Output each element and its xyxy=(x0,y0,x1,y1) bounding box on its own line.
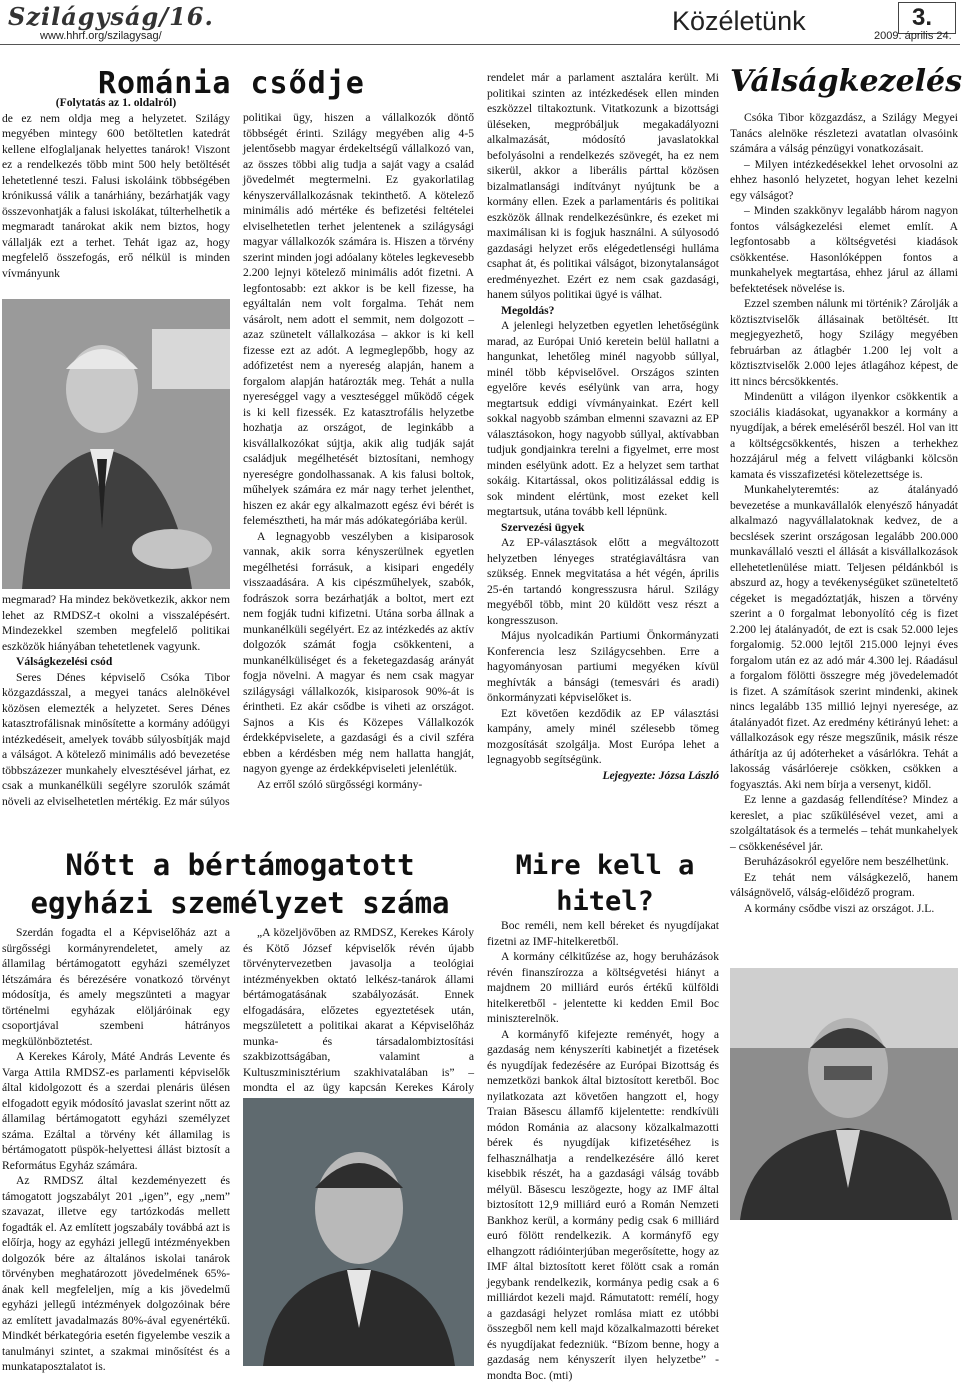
paragraph: „A közeljövőben az RMDSZ, Kerekes Károly és Kötő József képviselők révén újabb törvénytervezetben javasolja a teológiai intézményekben oktató lelkész-tanárok állami bértámogatásának szabályozását. Ennek elfogadására, előzetes egyeztetések után, megszületett a politikai akarat a Képviselőház munka- és társadalombiztosítási szakbizottságában, valamint a Kultuszminisztérium szakhivatalában is” – mondta el az ügy kapcsán Kerekes Károly xyxy=(243,925,474,1111)
headline-nott: Nőtt a bértámogatott egyházi személyzet száma xyxy=(0,846,480,922)
paragraph: A kormány célkitűzése az, hogy beruházások révén finanszírozza a költségvetési hiányt a majdnem 20 milliárd eurós értékű külföldi hitelkeretből - jelentette ki kedden Emil Boc miniszterelnök. xyxy=(487,949,719,1027)
website-url[interactable]: www.hhrf.org/szilagysag/ xyxy=(40,30,162,42)
paragraph: Lejegyezte: Józsa László xyxy=(487,768,719,784)
article-romania-col3 xyxy=(487,70,719,838)
paragraph: Mindenütt a világon ilyenkor csökkentik a szociális kiadásokat, ugyanakkor a kormány a nyugdíjak, a bérek emeléséről beszél. Hol van itt a költségcsökkentés, hiszen a terhekhez hozzájárul még a felvett világbanki kölcsön kamata és visszafizetési kötelezettsége is. xyxy=(730,389,958,482)
section-title: Közéletünk xyxy=(672,6,806,37)
paragraph: Az RMDSZ által kezdeményezett és támogatott jogszabályt 201 „igen”, egy „nem” szavazat, illetve egy tartózkodás mellett fogadták el. Az említett jogszabály továbbá azt is előírja, hogy az egyházi jellegű intézményekben dolgozók bére az általános iskolai tanárok törvényben meghatározott jövedelmének 65%-ának kell megfeleljen, míg a kis jövedelmű egyházi jellegű intézmények dolgozóinak bére az említett javadalmazás 80%-ával egyenértékű. Mindkét bérkategória esetén figyelembe veszik a tanulmányi szintet, a szakmai minősítést és a munkataposztalatot is. xyxy=(2,1173,230,1375)
paragraph: Boc reméli, nem kell béreket és nyugdíjakat fizetni az IMF-hitelkeretből. xyxy=(487,918,719,949)
article-nott-col1 xyxy=(2,925,230,1365)
article-mire-col xyxy=(487,918,719,1368)
article-valsag-col xyxy=(730,110,958,960)
paragraph: Ezzel szemben nálunk mi történik? Zárolják a köztisztviselők állásainak betöltését. Itt megjegyezhető, hogy Szilágy megyében februárban az átlagbér 1.200 lej volt a köztisztviselők 2.000 lejes átlagához képest, de itt nincs bércsökkentés. xyxy=(730,296,958,389)
paragraph: politikai ügy, hiszen a vállalkozók döntő többségét érinti. Szilágy megyében alig 4-5 jelentősebb magyar érdekeltségű vállalkozó van, az összes többi alig tudja a saját vagy a család jövedelmét megtermelni. Ez gyakorlatilag kényszervállalkozásnak tekinthető. A kötelező minimális adó mértéke és befizetési feltételei elviselhetetlen terhet jelentenek a szilágysági magyar vállalkozók számára is. Hiszen a törvény szerint minden jogi adóalany köteles legkevesebb 2.200 lejnyi kötelező minimális adót fizetni. A legfontosabb: ezt akkor is be kell fizesse, ha egyáltalán nem volt forgalma. Tehát nem vásárolt, nem adott el semmit, nem dolgozott – azaz szünetelt vállalkozása – akkor is ki kell fizesse ezt az adót. A legmeglepőbb, hogy az adófizetést nem a nyereség alapján, hanem a forgalom alapján határozták meg. Tehát a nulla nyereséggel vagy a veszteséggel működő cégek is ki kell fizessék. Ez katasztrofális helyzetbe hozhatja az országot, de leginkább a kisvállalkozókat sújtja, akik alig tudják saját családjuk megélhetését biztosítani, nemhogy nyereségre gondolhassanak. A kis falusi boltok, műhelyek számára ez már nagy terhet jelenthet, hiszen ez akár egy alkalmazott egész évi bérét is felemésztheti, ha már más adókategóriába kerül. xyxy=(243,110,474,529)
paragraph: Válságkezelési csód xyxy=(2,654,230,670)
article-nott-col2 xyxy=(243,925,474,1095)
masthead xyxy=(0,0,960,46)
paragraph: Beruházásokról egyelőre nem beszélhetünk. xyxy=(730,854,958,870)
paragraph: Szervezési ügyek xyxy=(487,520,719,536)
issue-date: 2009. április 24. xyxy=(874,30,952,42)
paragraph: de ez nem oldja meg a helyzetet. Szilágy megyében mintegy 600 betöltetlen katedrát kellene elfoglaljanak helyettes tanárok! Viszont ez a rendelkezés több mint 500 hely betöltését lehetetlenné teszi. Falusi iskoláink többségében krónikussá válik a tanárhiány, bezárhatják vagy összevonhatják a falusi iskolákat, túlterhelhetik a megmaradt tanárokat akik nem biztos, hogy vállalják ezt a terhet. Tehát igaz az, hogy megfelelő összefogás, erő nélkül is minden vívmányunk xyxy=(2,111,230,282)
portrait-photo-seres xyxy=(2,299,230,589)
article-romania-col2 xyxy=(243,110,474,838)
newspaper-logo: Szilágyság/16. xyxy=(8,2,214,31)
headline-romania: Románia csődje xyxy=(98,66,388,101)
article-romania-col1-bottom xyxy=(2,592,230,838)
headline-mire: Mire kell a hitel? xyxy=(488,848,722,920)
paragraph: – Minden szakkönyv legalább három nagyon fontos válságkezelési elemet említ. A legfontosabb a költségvetési kiadások csökkentése. Hasonlóképpen fontos a munkahelyek megtartása, ehhez járul az állami befektetések növelése is. xyxy=(730,203,958,296)
headline-valsagkezeles: Válságkezelés xyxy=(730,64,962,99)
paragraph: Seres Dénes képviselő Csóka Tibor közgazdásszal, a megyei tanács alelnökével közösen elemezték a helyzetet. Seres Dénes katasztrofálisnak minősítette a kormány adóügyi intézkedéseit, amelyek tovább súlyosbítják majd a válságot. A kötelező minimális adó bevezetése többszázezer munkahely elvesztésével járhat, ez csak a munkanélküli segélyre szorulók számát növeli az elviselhetetlen mértékig. Ez már súlyos xyxy=(2,670,230,810)
page-number: 3. xyxy=(912,4,932,32)
paragraph: – Milyen intézkedésekkel lehet orvosolni az ehhez hasonló helyzetet, hogyan lehet kezelni egy válságot? xyxy=(730,157,958,204)
paragraph: (Folytatás az 1. oldalról) xyxy=(2,95,230,111)
paragraph: rendelet már a parlament asztalára került. Mi politikai szinten az intézkedések ellen minden eszközzel tiltakoztunk. Vitatkozunk a bizottsági üléseken, megpróbáljuk megakadályozni alkalmazását, módosító javaslatokkal befolyásolni a rendelkezés szövegét, ha ez nem sikerül, akkor a liberális párttal közösen bizalmatlansági indítványt nyújtunk be a kormány ellen. Ezek a parlamentáris és politikai eszközök állnak rendelkezésünkre, és ezeket mi maximálisan ki is fogjuk használni. A súlyosodó gazdasági helyzet erős elégedetlenségi hulláma csaphat át, és politikai válságot, bizonytalanságot eredményezhet. Ezért ez nem csak gazdasági, hanem súlyos politikai ügyé is válhat. xyxy=(487,70,719,303)
portrait-photo-csoka xyxy=(730,968,958,1220)
paragraph: A Kerekes Károly, Máté András Levente és Varga Attila RMDSZ-es parlamenti képviselők által kidolgozott és a szerdai plenáris ülésen elfogadott egyik módosító javaslat szerint nőtt az államilag bértámogatott egyházi személyzet száma. Ezáltal a törvény két államilag is bértámogatott püspök-helyettesi állást biztosít a Református Egyház számára. xyxy=(2,1049,230,1173)
paragraph: Az erről szóló sürgősségi kormány- xyxy=(243,777,474,793)
paragraph: megmarad? Ha mindez bekövetkezik, akkor nem lehet az RMDSZ-t okolni a visszalépésért. Mindezekkel szemben megfelelő politikai eszközök hiányában tehetetlenek vagyunk. xyxy=(2,592,230,654)
paragraph: Az EP-választások előtt a megváltozott helyzetben lényeges stratégiaváltásra van szükség. Ennek megvitatása a hét végén, április 25-én tartandó kongresszusra hárul. Szilágy megyéből több, mint 20 küldött vesz részt a kongresszuson. xyxy=(487,535,719,628)
paragraph: A kormányfő kifejezte reményét, hogy a gazdaság nem kényszeríti kabinetjét a fizetések és nyugdíjak fedezésére az Európai Bizottság és nemzetközi bankok által biztosított keretből. Boc nyilatkozata azt követően hangzott el, hogy Traian Băsescu államfő kijelentette: rendkívüli módon Románia az alacsony közalkalmazotti bérek és nyugdíjak kifizetéséhez is felhasználhatja a rendelkezésére álló keret kisebbik részét, ha a gazdasági válság tovább mélyül. Băsescu leszögezte, hogy az IMF által biztosított 12,9 milliárd euró a Román Nemzeti Bankhoz kerül, a kormány pedig csak 6 milliárd euró fölött rendelkezik. A kormányfő egy elhangzott rádióinterjúban megerősítette, hogy az IMF által biztosított keret fölött csak a román jegybank rendelkezik, kormánya pedig csak a 6 milliárdot kezeli majd. Rámutatott: remélí, hogy a gazdasági helyzet romlása miatt ez utóbbi összegből nem kell majd közalkalmazotti béreket és nyugdíjakat fedezniük. “Bízom benne, hogy a gazdaság nem kényszerít ilyen helyzetbe” - mondta Boc. (mti) xyxy=(487,1027,719,1383)
portrait-photo-kerekes xyxy=(243,1098,474,1366)
header-divider xyxy=(0,44,960,45)
paragraph: Ez lenne a gazdaság fellendítése? Mindez a kereslet, a piac szűkülésével vezet, ami a szolgáltatások és a termelés – tehát munkahelyek – csökkenésével jár. xyxy=(730,792,958,854)
paragraph: Május nyolcadikán Partiumi Önkormányzati Konferencia lesz Szilágycsehben. Erre a hagyományosan partiumi megyéken kívül meghívták a bánsági (temesvári és aradi) önkormányzati képviselőket is. xyxy=(487,628,719,706)
paragraph: Ez tehát nem válságkezelő, hanem válságnövelő, válság-előidéző program. xyxy=(730,870,958,901)
article-romania-col1-top xyxy=(2,95,230,295)
paragraph: Ezt követően kezdődik az EP választási kampány, amely minél szélesebb tömeg mozgosítását szolgálja. Most Európa lehet a legnagyobb segítségünk. xyxy=(487,706,719,768)
paragraph: A jelenlegi helyzetben egyetlen lehetőségünk marad, az Európai Unió keretein belül hallatni a hangunkat, lehetőleg minél nagyobb súllyal, minél több képviselővel. Országos szinten egyelőre kevés esélyünk van arra, hogy megtartsuk eddigi vívmányainkat. Ezért kell sokkal nagyobb számban elmenni szavazni az EP választásokon, hogy nagyobb súllyal, aktívabban tudjuk gondjainkra terelni a figyelmet, erre most minden esélyünk adott. Ez a helyzet sem tarthat sokáig. Kitartással, okos politizálással eddig is sok mindent elértünk, most ezeket kell megtartsuk, utána tovább kell lépnünk. xyxy=(487,318,719,520)
paragraph: Megoldás? xyxy=(487,303,719,319)
paragraph: Munkahelyteremtés: az átalányadó bevezetése a munkavállalók elenyésző hányadát alkalmazó nagyvállalatoknak kedvez, de a becslések szerint országosan legalább 200.000 munkavállaló veszti el állását a kisvállalkozások ellehetetlenülése miatt. Teljesen példánkból is abszurd az, hogy a tevékenységüket szüneteltető cégeket is megadóztatják, hiszen a törvény szerint a 0 forgalmat lebonyolító cég is fizet 2.200 lej átalányadót, de ezt is csak 52.000 lejes forgalomig. 52.000 lejtől 215.000 lejnyi éves forgalom után ez az adó már 4.300 lej. Ráadásul a forgalom fölötti összegre még jövedelemadót is fizet. A számítások szerint mindenki, akinek nincs legalább 135 millió lejnyi nyeresége, az átalányadót fizet. Az eredmény kétirányú lehet: a vállalkozások egy része megszűnik, másik része áthárítja az új adóterheket a vásárlókra. Tehát a lakosság vásárlóereje csökken, csökken a fogyasztás. Aki nem bírja a versenyt, kidől. xyxy=(730,482,958,792)
paragraph: A legnagyobb veszélyben a kisiparosok vannak, akik sorra kényszerülnek egyetlen megélhetési forrásuk, a kisipari engedély visszaadására. A kis cipészműhelyek, szabók, fodrászok sorra bezárhatják a boltot, mert ezt nem fogják tudni kifizetni. Utána sorba állnak a munkanélküli segélyért. Ez az intézkedés az aktív dolgozók számát fogja csökkenteni, a munkanélküliséget és a feketegazdaság arányát fogja növelni. A magyar és nem csak magyar szilágysági vállalkozók, kisiparosok 90%-át is érintheti. Ez akár csődbe is viheti az országot. Sajnos a Kis és Közepes Vállalkozók érdekképviselete, a gazdasági és a civil szféra ebben a kérdésben még nem hallatta hangját, nagyon gyenge az érdekképviseleti jelenlétük. xyxy=(243,529,474,777)
paragraph: Csóka Tibor közgazdász, a Szilágy Megyei Tanács alelnöke részletezi avatatlan olvasóink számára a válság pénzügyi vonatkozásait. xyxy=(730,110,958,157)
paragraph: Szerdán fogadta el a Képviselőház azt a sürgősségi kormányrendeletet, amely az államilag bértámogatott egyházi személyzet létszámára és bérezésére vonatkozó törvényt módosítja, és amely megszünteti a magyar történelmi egyházak elöljáróinak egy csoportjával szembeni hátrányos megkülönböztetést. xyxy=(2,925,230,1049)
paragraph: A kormány csődbe viszi az országot. J.L. xyxy=(730,901,958,917)
